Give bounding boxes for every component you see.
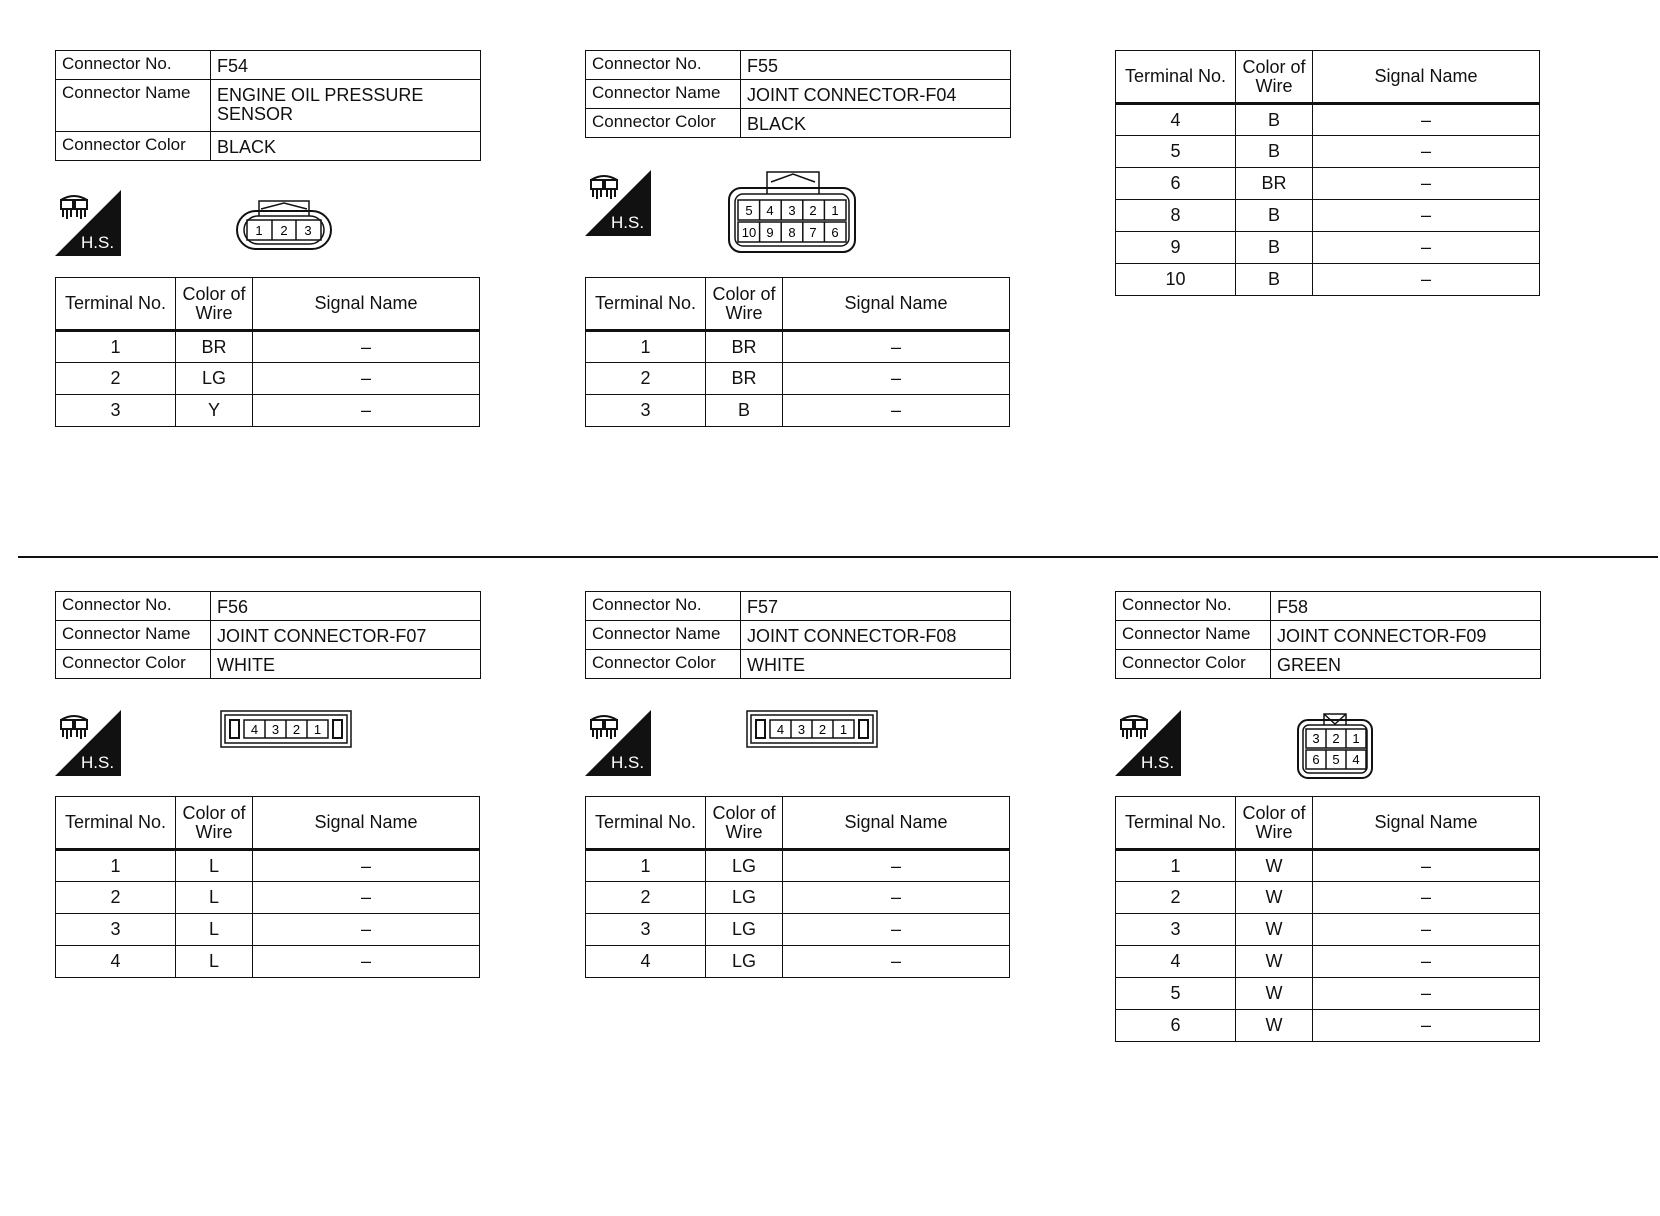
header-terminal-no: Terminal No.	[56, 797, 176, 850]
connector-f54-terminal-table	[55, 277, 480, 427]
connector-color-value: BLACK	[741, 109, 1011, 138]
harness-side-label: H.S.	[611, 753, 645, 772]
label-connector-color: Connector Color	[586, 109, 741, 138]
connector-f54-diagram	[235, 197, 335, 255]
terminal-no-cell: 4	[1116, 104, 1236, 136]
pin-5: 5	[745, 203, 753, 218]
wire-color-cell: LG	[706, 850, 783, 882]
terminal-no-cell: 2	[56, 882, 176, 914]
pin-10: 10	[741, 225, 757, 240]
connector-f57-terminal-table	[585, 796, 1010, 978]
terminal-no-cell: 3	[1116, 914, 1236, 946]
table-row	[586, 395, 1010, 427]
table-row	[1116, 200, 1540, 232]
terminal-no-cell: 2	[56, 363, 176, 395]
signal-name-cell: –	[1313, 136, 1540, 168]
terminal-no-cell: 6	[1116, 1010, 1236, 1042]
header-terminal-no: Terminal No.	[56, 278, 176, 331]
header-terminal-no: Terminal No.	[1116, 797, 1236, 850]
pin-5: 5	[1332, 752, 1340, 767]
terminal-no-cell: 10	[1116, 264, 1236, 296]
label-connector-no: Connector No.	[56, 51, 211, 80]
header-terminal-no: Terminal No.	[1116, 51, 1236, 104]
label-connector-name: Connector Name	[1116, 621, 1271, 650]
wire-color-cell: B	[1236, 136, 1313, 168]
harness-side-label: H.S.	[81, 233, 115, 252]
connector-f57-diagram	[746, 710, 878, 748]
pin-2: 2	[818, 722, 827, 737]
connector-no-value: F55	[741, 51, 1011, 80]
terminal-no-cell: 3	[56, 395, 176, 427]
signal-name-cell: –	[253, 331, 480, 363]
wire-color-cell: LG	[706, 946, 783, 978]
connector-f57-info	[585, 591, 1011, 679]
harness-side-label: H.S.	[611, 213, 645, 232]
header-color-of-wire: Color of Wire	[706, 278, 783, 331]
connector-color-value: BLACK	[211, 132, 481, 161]
pin-2: 2	[280, 223, 288, 238]
pin-3: 3	[797, 722, 806, 737]
harness-side-icon	[585, 170, 651, 236]
header-signal-name: Signal Name	[253, 797, 480, 850]
terminal-no-cell: 1	[586, 331, 706, 363]
connector-f56-diagram	[220, 710, 352, 748]
header-signal-name: Signal Name	[1313, 797, 1540, 850]
table-row	[1116, 946, 1540, 978]
wire-color-cell: W	[1236, 882, 1313, 914]
signal-name-cell: –	[783, 914, 1010, 946]
connector-color-value: WHITE	[211, 650, 481, 679]
table-row	[1116, 168, 1540, 200]
table-row	[1116, 850, 1540, 882]
header-signal-name: Signal Name	[253, 278, 480, 331]
table-row	[1116, 104, 1540, 136]
table-row	[586, 331, 1010, 363]
pin-8: 8	[788, 225, 796, 240]
pin-1: 1	[313, 722, 322, 737]
pin-2: 2	[292, 722, 301, 737]
pin-4: 4	[250, 722, 259, 737]
label-connector-color: Connector Color	[56, 132, 211, 161]
signal-name-cell: –	[253, 850, 480, 882]
section-divider	[18, 556, 1658, 558]
harness-side-icon	[1115, 710, 1181, 776]
table-row	[56, 946, 480, 978]
wire-color-cell: B	[1236, 264, 1313, 296]
terminal-no-cell: 3	[586, 395, 706, 427]
connector-no-value: F58	[1271, 592, 1541, 621]
signal-name-cell: –	[783, 946, 1010, 978]
wire-color-cell: B	[1236, 104, 1313, 136]
connector-f58-diagram	[1296, 712, 1376, 782]
connector-name-value: JOINT CONNECTOR-F04	[741, 80, 1011, 109]
terminal-no-cell: 1	[1116, 850, 1236, 882]
connector-name-value: JOINT CONNECTOR-F08	[741, 621, 1011, 650]
header-color-of-wire: Color of Wire	[1236, 51, 1313, 104]
pin-4: 4	[776, 722, 785, 737]
wire-color-cell: LG	[706, 914, 783, 946]
harness-side-icon	[55, 710, 121, 776]
label-connector-name: Connector Name	[586, 621, 741, 650]
pin-3: 3	[271, 722, 280, 737]
signal-name-cell: –	[1313, 232, 1540, 264]
pin-6: 6	[1312, 752, 1320, 767]
terminal-no-cell: 2	[586, 363, 706, 395]
wire-color-cell: BR	[706, 363, 783, 395]
wire-color-cell: LG	[176, 363, 253, 395]
table-row	[1116, 136, 1540, 168]
wire-color-cell: Y	[176, 395, 253, 427]
harness-side-label: H.S.	[1141, 753, 1175, 772]
header-signal-name: Signal Name	[783, 278, 1010, 331]
connector-no-value: F54	[211, 51, 481, 80]
table-row	[1116, 978, 1540, 1010]
table-row	[586, 850, 1010, 882]
wire-color-cell: W	[1236, 978, 1313, 1010]
signal-name-cell: –	[783, 363, 1010, 395]
terminal-no-cell: 2	[1116, 882, 1236, 914]
signal-name-cell: –	[1313, 978, 1540, 1010]
terminal-no-cell: 4	[586, 946, 706, 978]
label-connector-color: Connector Color	[56, 650, 211, 679]
table-row	[586, 914, 1010, 946]
signal-name-cell: –	[253, 882, 480, 914]
terminal-no-cell: 4	[56, 946, 176, 978]
table-row	[56, 882, 480, 914]
connector-f55-terminal-table	[585, 277, 1010, 427]
signal-name-cell: –	[253, 946, 480, 978]
table-row	[1116, 1010, 1540, 1042]
signal-name-cell: –	[1313, 882, 1540, 914]
connector-no-value: F57	[741, 592, 1011, 621]
pin-9: 9	[766, 225, 774, 240]
terminal-no-cell: 5	[1116, 978, 1236, 1010]
table-row	[56, 914, 480, 946]
label-connector-no: Connector No.	[56, 592, 211, 621]
terminal-no-cell: 8	[1116, 200, 1236, 232]
wire-color-cell: L	[176, 882, 253, 914]
wire-color-cell: BR	[176, 331, 253, 363]
signal-name-cell: –	[1313, 914, 1540, 946]
table-row	[586, 882, 1010, 914]
label-connector-name: Connector Name	[586, 80, 741, 109]
table-row	[586, 946, 1010, 978]
signal-name-cell: –	[1313, 264, 1540, 296]
wire-color-cell: L	[176, 850, 253, 882]
label-connector-name: Connector Name	[56, 621, 211, 650]
wire-color-cell: W	[1236, 914, 1313, 946]
label-connector-name: Connector Name	[56, 80, 211, 132]
label-connector-color: Connector Color	[586, 650, 741, 679]
connector-f58-info	[1115, 591, 1541, 679]
wire-color-cell: B	[706, 395, 783, 427]
pin-4: 4	[1352, 752, 1360, 767]
header-terminal-no: Terminal No.	[586, 278, 706, 331]
wire-color-cell: W	[1236, 1010, 1313, 1042]
signal-name-cell: –	[1313, 946, 1540, 978]
connector-name-value: ENGINE OIL PRESSURE SENSOR	[211, 80, 481, 132]
terminal-no-cell: 3	[586, 914, 706, 946]
header-color-of-wire: Color of Wire	[176, 278, 253, 331]
signal-name-cell: –	[783, 882, 1010, 914]
table-row	[56, 363, 480, 395]
terminal-no-cell: 4	[1116, 946, 1236, 978]
connector-f55-info	[585, 50, 1011, 138]
table-row	[1116, 232, 1540, 264]
terminal-no-cell: 2	[586, 882, 706, 914]
pin-1: 1	[839, 722, 848, 737]
connector-name-value: JOINT CONNECTOR-F07	[211, 621, 481, 650]
connector-color-value: WHITE	[741, 650, 1011, 679]
table-row	[56, 395, 480, 427]
pin-3: 3	[1312, 731, 1320, 746]
pin-1: 1	[255, 223, 263, 238]
pin-2: 2	[1332, 731, 1340, 746]
harness-side-icon	[55, 190, 121, 256]
signal-name-cell: –	[783, 331, 1010, 363]
terminal-no-cell: 1	[56, 850, 176, 882]
signal-name-cell: –	[253, 395, 480, 427]
connector-f58-terminal-table	[1115, 796, 1540, 1042]
table-row	[1116, 264, 1540, 296]
wire-color-cell: LG	[706, 882, 783, 914]
connector-color-value: GREEN	[1271, 650, 1541, 679]
terminal-no-cell: 5	[1116, 136, 1236, 168]
header-color-of-wire: Color of Wire	[176, 797, 253, 850]
table-row	[586, 363, 1010, 395]
pin-2: 2	[809, 203, 817, 218]
connector-f56-terminal-table	[55, 796, 480, 978]
label-connector-color: Connector Color	[1116, 650, 1271, 679]
table-row	[56, 850, 480, 882]
header-color-of-wire: Color of Wire	[1236, 797, 1313, 850]
pin-7: 7	[809, 225, 817, 240]
wire-color-cell: BR	[706, 331, 783, 363]
signal-name-cell: –	[1313, 104, 1540, 136]
pin-1: 1	[1352, 731, 1360, 746]
label-connector-no: Connector No.	[1116, 592, 1271, 621]
signal-name-cell: –	[253, 914, 480, 946]
pin-4: 4	[766, 203, 774, 218]
connector-f55-diagram	[727, 170, 859, 256]
signal-name-cell: –	[1313, 200, 1540, 232]
signal-name-cell: –	[1313, 850, 1540, 882]
connector-name-value: JOINT CONNECTOR-F09	[1271, 621, 1541, 650]
terminal-no-cell: 1	[56, 331, 176, 363]
harness-side-label: H.S.	[81, 753, 115, 772]
signal-name-cell: –	[1313, 1010, 1540, 1042]
label-connector-no: Connector No.	[586, 51, 741, 80]
harness-side-icon	[585, 710, 651, 776]
connector-no-value: F56	[211, 592, 481, 621]
connector-f54-info	[55, 50, 481, 161]
terminal-no-cell: 1	[586, 850, 706, 882]
signal-name-cell: –	[783, 850, 1010, 882]
wire-color-cell: W	[1236, 850, 1313, 882]
terminal-no-cell: 9	[1116, 232, 1236, 264]
header-signal-name: Signal Name	[1313, 51, 1540, 104]
pin-3: 3	[304, 223, 312, 238]
connector-f55-terminal-table-continued	[1115, 50, 1540, 296]
wire-color-cell: BR	[1236, 168, 1313, 200]
signal-name-cell: –	[1313, 168, 1540, 200]
wire-color-cell: W	[1236, 946, 1313, 978]
connector-f56-info	[55, 591, 481, 679]
pin-1: 1	[831, 203, 839, 218]
header-terminal-no: Terminal No.	[586, 797, 706, 850]
table-row	[1116, 914, 1540, 946]
table-row	[56, 331, 480, 363]
pin-3: 3	[788, 203, 796, 218]
signal-name-cell: –	[783, 395, 1010, 427]
wire-color-cell: L	[176, 914, 253, 946]
wire-color-cell: L	[176, 946, 253, 978]
wire-color-cell: B	[1236, 232, 1313, 264]
table-row	[1116, 882, 1540, 914]
header-signal-name: Signal Name	[783, 797, 1010, 850]
terminal-no-cell: 3	[56, 914, 176, 946]
signal-name-cell: –	[253, 363, 480, 395]
terminal-no-cell: 6	[1116, 168, 1236, 200]
pin-6: 6	[831, 225, 839, 240]
label-connector-no: Connector No.	[586, 592, 741, 621]
header-color-of-wire: Color of Wire	[706, 797, 783, 850]
wire-color-cell: B	[1236, 200, 1313, 232]
